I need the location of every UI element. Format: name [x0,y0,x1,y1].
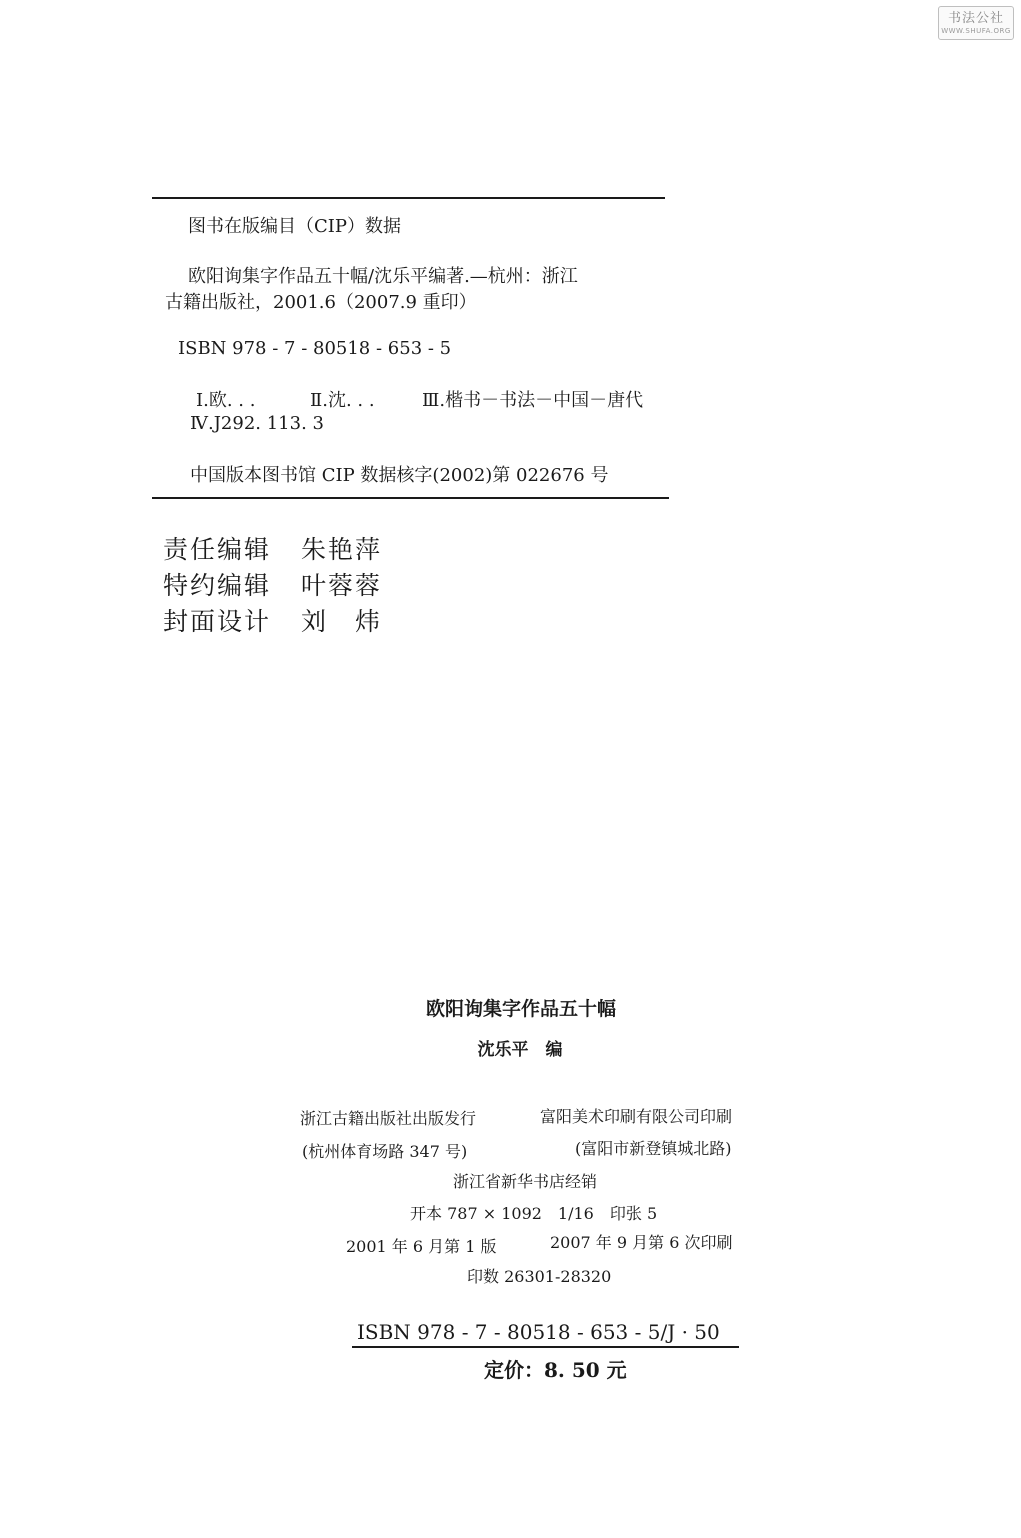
isbn-rule [352,1346,739,1348]
staff-role: 责任编辑 [163,535,272,564]
publisher: 浙江古籍出版社出版发行 [300,1109,477,1128]
cip-description-line2: 古籍出版社，2001.6（2007.9 重印） [165,292,477,313]
cip-class-3: Ⅲ.楷书－书法－中国－唐代 [422,390,644,411]
publisher-address: (杭州体育场路 347 号) [302,1142,468,1161]
watermark-logo [938,6,1014,40]
cip-class-1: Ⅰ.欧. . . [196,390,256,411]
printing: 2007 年 9 月第 6 次印刷 [550,1233,733,1252]
staff-name: 朱艳萍 [300,535,382,564]
edition: 2001 年 6 月第 1 版 [346,1237,497,1256]
cip-description-line1: 欧阳询集字作品五十幅/沈乐平编著.—杭州：浙江 [188,266,578,287]
cip-header: 图书在版编目（CIP）数据 [188,216,401,237]
book-title: 欧阳询集字作品五十幅 [425,998,616,1020]
book-author: 沈乐平 编 [477,1040,563,1060]
price: 定价：8. 50 元 [484,1358,627,1382]
staff-role: 封面设计 [163,607,272,636]
print-format: 开本 787 × 1092 1/16 印张 5 [410,1204,658,1223]
cip-isbn: ISBN 978 - 7 - 80518 - 653 - 5 [178,338,452,359]
printer-address: (富阳市新登镇城北路) [575,1139,732,1158]
printer: 富阳美术印刷有限公司印刷 [540,1107,733,1126]
cip-bottom-rule [152,497,669,499]
staff-row [163,566,382,602]
watermark-cn: 书法公社 [947,11,1004,26]
staff-name: 叶蓉蓉 [300,571,382,600]
print-run: 印数 26301-28320 [467,1267,612,1286]
cip-verify-number: 中国版本图书馆 CIP 数据核字(2002)第 022676 号 [190,465,609,486]
staff-row [163,602,382,638]
cip-class-2: Ⅱ.沈. . . [310,390,375,411]
staff-name: 刘 炜 [300,607,382,636]
staff-row [163,530,382,566]
isbn-full: ISBN 978 - 7 - 80518 - 653 - 5/J · 50 [357,1320,720,1344]
distributor: 浙江省新华书店经销 [453,1172,598,1191]
staff-role: 特约编辑 [163,571,272,600]
cip-top-rule [152,197,665,199]
watermark-en: WWW.SHUFA.ORG [941,27,1011,35]
cip-class-4: Ⅳ.J292. 113. 3 [190,413,324,434]
